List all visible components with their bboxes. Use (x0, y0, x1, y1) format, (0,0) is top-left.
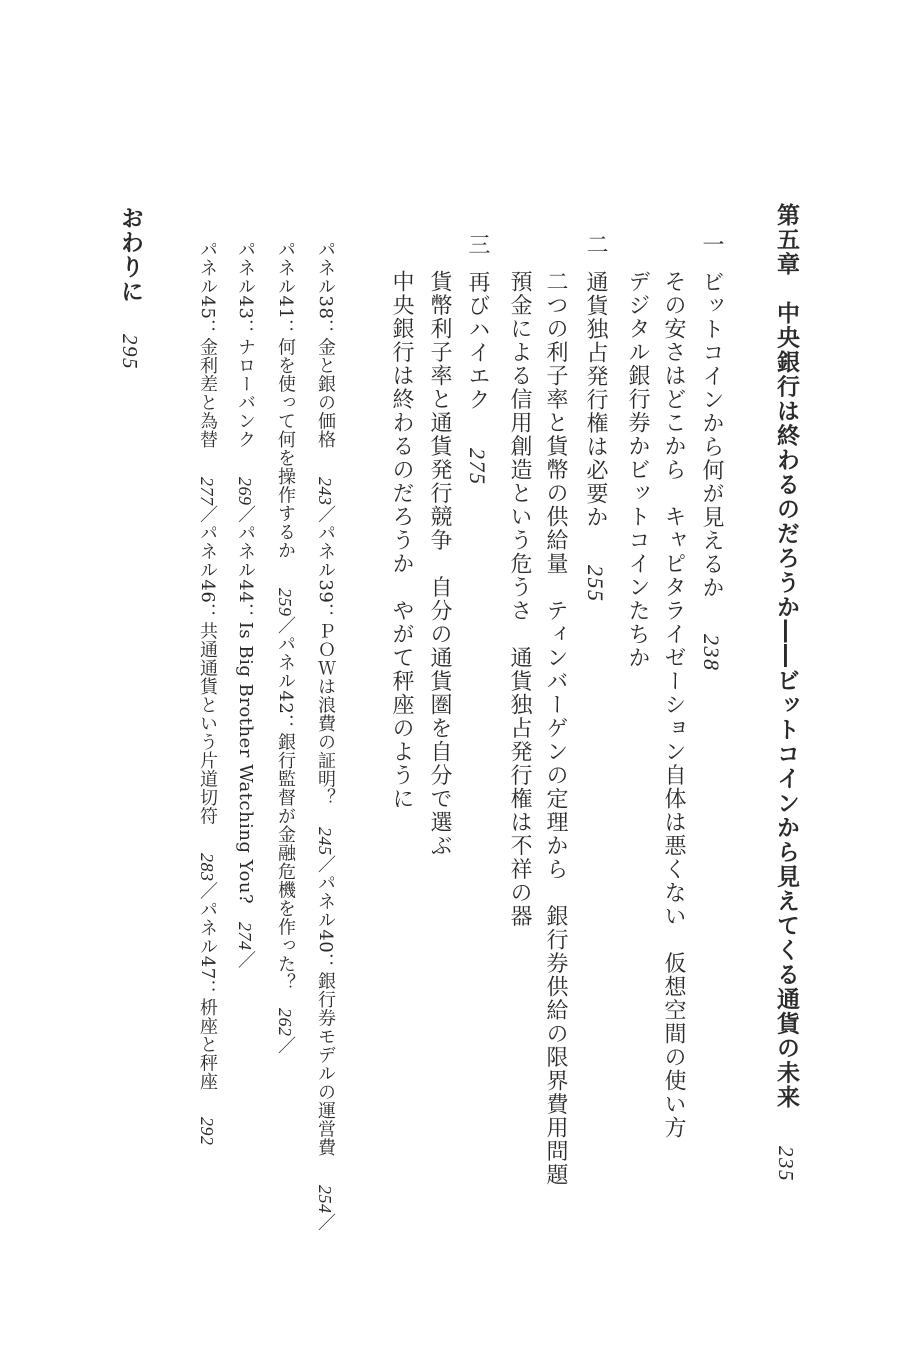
panel-41-title: パネル41：何を使って何を操作するか (275, 240, 296, 560)
panel-separator: ／ (275, 616, 296, 635)
panel-line-4 (198, 240, 216, 1145)
panel-45-title: パネル45：金利差と為替 (197, 240, 218, 449)
section-2-line-2: 預金による信用創造という危うさ 通貨独占発行権は不祥の器 (507, 270, 532, 928)
panel-42-page: 262 (275, 1007, 295, 1037)
panel-line-2 (276, 240, 294, 1055)
section-1-number: 一 (699, 233, 724, 257)
section-1-title: ビットコインから何が見えるか (699, 270, 724, 600)
panel-separator: ／ (197, 505, 218, 524)
section-2-line-1: 二つの利子率と貨幣の供給量 ティンバーゲンの定理から 銀行券供給の限界費用問題 (543, 270, 568, 1187)
panel-separator: ／ (315, 1213, 336, 1232)
panel-separator: ／ (275, 1036, 296, 1055)
section-2-title: 通貨独占発行権は必要か (583, 270, 608, 529)
panel-separator: ／ (235, 505, 256, 524)
section-3-line-2: 中央銀行は終わるのだろうか やがて秤座のように (389, 270, 414, 811)
closing-column (118, 206, 141, 370)
panel-43-title: パネル43：ナローバンク (235, 240, 256, 449)
section-2-page: 255 (583, 565, 608, 603)
panel-40-page: 254 (315, 1184, 335, 1214)
panel-separator: ／ (315, 505, 336, 524)
chapter-title: 第五章 中央銀行は終わるのだろうか――ビットコインから見えてくる通貨の未来 (773, 203, 799, 1110)
section-2-number: 二 (583, 233, 608, 257)
panel-39-title: パネル39：ＰＯＷは浪費の証明？ (315, 523, 336, 807)
section-2-title-column (584, 233, 606, 603)
chapter-title-column (774, 203, 797, 1182)
panel-39-page: 245 (315, 826, 335, 856)
panel-41-page: 259 (275, 587, 295, 617)
section-3-title: 再びハイエク (465, 270, 490, 412)
section-3-line-1: 貨幣利子率と通貨発行競争 自分の通貨圏を自分で選ぶ (427, 270, 452, 858)
section-3-title-column (466, 233, 488, 485)
section-1-page: 238 (699, 633, 724, 671)
panel-separator: ／ (235, 950, 256, 970)
panel-40-title: ／パネル40：銀行券モデルの運営費 (315, 855, 336, 1157)
panel-46-title: パネル46：共通通貨という片道切符 (197, 523, 218, 826)
panel-44-page: 274 (235, 922, 255, 951)
section-1-title-column (700, 233, 722, 671)
panel-line-1 (316, 240, 334, 1232)
section-3-page: 275 (465, 447, 490, 485)
section-1-line-2: デジタル銀行券かビットコインたちか (625, 270, 650, 670)
panel-47-page: 292 (197, 1116, 217, 1146)
section-1-line-1: その安さはどこから キャピタライゼーション自体は悪くない 仮想空間の使い方 (661, 270, 686, 1140)
section-3-number: 三 (465, 233, 490, 257)
chapter-page-number: 235 (774, 1145, 798, 1182)
panel-38-title: パネル38：金と銀の価格 (315, 240, 336, 449)
panel-line-3 (236, 240, 254, 969)
panel-47-title: ／パネル47：枡座と秤座 (197, 881, 218, 1091)
panel-44-title: パネル44：Is Big Brother Watching You? (235, 523, 256, 905)
panel-43-page: 269 (235, 476, 255, 506)
closing-page: 295 (118, 334, 142, 370)
panel-42-title: パネル42：銀行監督が金融危機を作った？ (275, 634, 296, 992)
panel-38-page: 243 (315, 476, 335, 506)
panel-45-page: 277 (197, 476, 217, 506)
closing-title: おわりに (117, 206, 143, 304)
panel-46-page: 283 (197, 853, 217, 882)
